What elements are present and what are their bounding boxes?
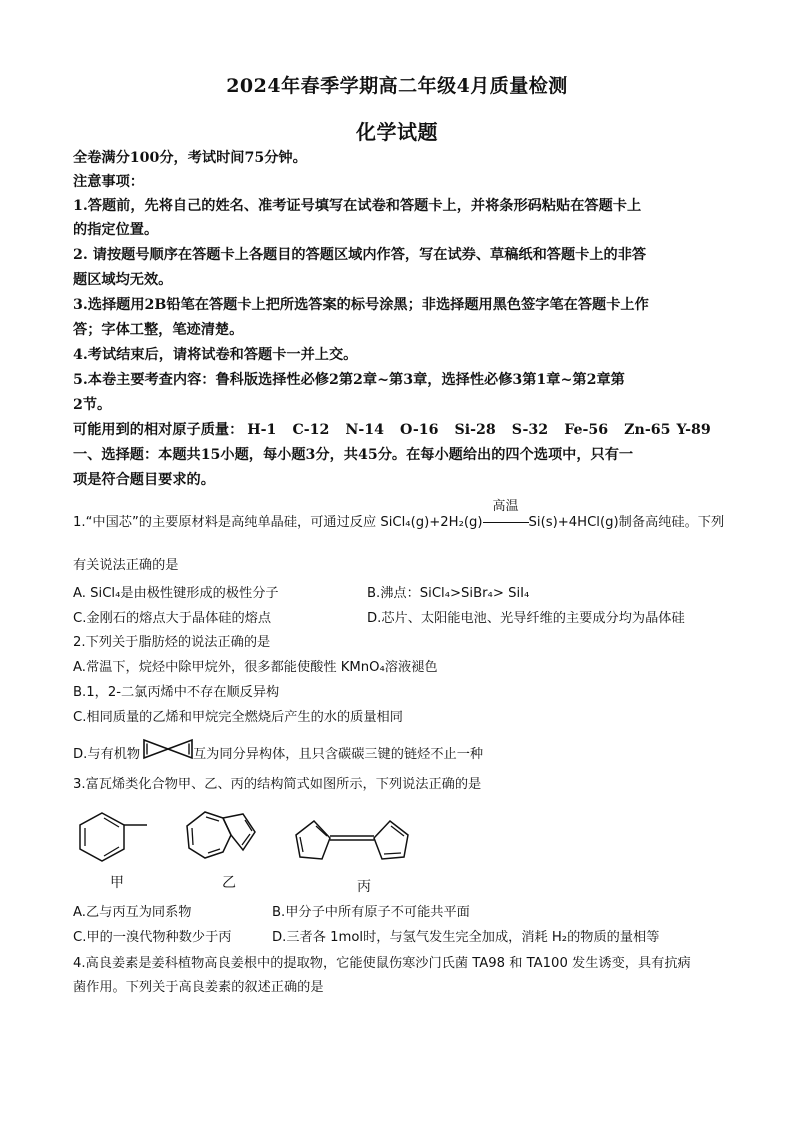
- question-4-stem-continued: 菌作用。下列关于高良姜素的叙述正确的是: [73, 980, 324, 995]
- q2-option-d-prefix: D.与有机物: [73, 747, 141, 762]
- q1-option-a: A. SiCl₄是由极性键形成的极性分子: [73, 586, 279, 601]
- atomic-mass-o: O-16: [399, 422, 439, 438]
- atomic-mass-si: Si-28: [454, 422, 496, 438]
- score-line: 全卷满分100分，考试时间75分钟。: [73, 150, 307, 166]
- note-4: 4.考试结束后，请将试卷和答题卡一并上交。: [73, 347, 358, 363]
- note-1b: 的指定位置。: [73, 222, 159, 238]
- q1-stem-part-b: Si(s)+4HCl(g)制备高纯硅。下列: [528, 515, 725, 530]
- atomic-mass-line: [73, 420, 723, 440]
- condition-label: 高温: [492, 499, 519, 514]
- notice-heading: 注意事项：: [73, 174, 144, 190]
- note-2a: 2. 请按题号顺序在答题卡上各题目的答题区域内作答，写在试券、草稿纸和答题卡上的非答: [73, 247, 647, 263]
- atomic-mass-label: 可能用到的相对原子质量：: [73, 422, 244, 438]
- reaction-condition: [483, 499, 529, 533]
- question-4-stem: 4.高良姜素是姜科植物高良姜根中的提取物，它能使鼠伤寒沙门氏菌 TA98 和 TA100 发生诱变，具有抗病: [73, 956, 691, 971]
- azulene-structure: [181, 808, 271, 866]
- question-1-stem-continued: 有关说法正确的是: [73, 558, 179, 573]
- q2-option-b: B.1，2-二氯丙烯中不存在顺反异构: [73, 685, 280, 700]
- atomic-mass-c: C-12: [292, 422, 330, 438]
- q3-option-b: B.甲分子中所有原子不可能共平面: [272, 905, 470, 920]
- q2-option-d-suffix: 互为同分异构体，且只含碳碳三键的链烃不止一种: [193, 747, 484, 762]
- section-heading-2: 项是符合题目要求的。: [73, 472, 215, 488]
- section-heading-1: 一、选择题：本题共15小题，每小题3分，共45分。在每小题给出的四个选项中，只有一: [73, 447, 634, 463]
- q3-option-a: A.乙与丙互为同系物: [73, 905, 192, 920]
- atomic-mass-s: S-32: [511, 422, 549, 438]
- fulvalene-structure: [294, 810, 414, 866]
- q1-option-d: D.芯片、太阳能电池、光导纤维的主要成分均为晶体硅: [367, 611, 685, 626]
- exam-title: 2024年春季学期高二年级4月质量检测: [226, 75, 568, 97]
- atomic-mass-n: N-14: [345, 422, 384, 438]
- note-5a: 5.本卷主要考查内容：鲁科版选择性必修2第2章~第3章，选择性必修3第1章~第2章第: [73, 372, 625, 388]
- q1-option-c: C.金刚石的熔点大于晶体硅的熔点: [73, 611, 272, 626]
- note-5b: 2节。: [73, 397, 112, 413]
- note-3b: 答；字体工整，笔迹清楚。: [73, 322, 244, 338]
- toluene-structure: [75, 810, 155, 864]
- q2-option-a: A.常温下，烷烃中除甲烷外，很多都能使酸性 KMnO₄溶液褪色: [73, 660, 438, 675]
- atomic-mass-zn: Zn-65: [624, 422, 671, 438]
- question-1-stem: [73, 499, 725, 533]
- label-yi: 乙: [222, 875, 236, 891]
- atomic-mass-y: Y-89: [676, 422, 711, 438]
- q1-option-b: B.沸点：SiCl₄>SiBr₄> SiI₄: [367, 586, 530, 601]
- q3-option-c: C.甲的一溴代物种数少于丙: [73, 930, 232, 945]
- subject-title: 化学试题: [356, 120, 438, 144]
- question-2-stem: 2.下列关于脂肪烃的说法正确的是: [73, 635, 271, 650]
- atomic-mass-h: H-1: [247, 422, 277, 438]
- label-jia: 甲: [110, 875, 124, 891]
- note-3a: 3.选择题用2B铅笔在答题卡上把所选答案的标号涂黑；非选择题用黑色签字笔在答题卡上作: [73, 297, 649, 313]
- q1-stem-part-a: 1.“中国芯”的主要原材料是高纯单晶硅，可通过反应 SiCl₄(g)+2H₂(g): [73, 515, 483, 530]
- label-bing: 丙: [357, 879, 371, 895]
- reaction-equals-sign: [483, 522, 529, 523]
- question-3-stem: 3.富瓦烯类化合物甲、乙、丙的结构简式如图所示，下列说法正确的是: [73, 777, 482, 792]
- note-1a: 1.答题前，先将自己的姓名、准考证号填写在试卷和答题卡上，并将条形码粘贴在答题卡上: [73, 198, 642, 214]
- atomic-mass-fe: Fe-56: [564, 422, 609, 438]
- note-2b: 题区域均无效。: [73, 272, 173, 288]
- q3-option-d: D.三者各 1mol时，与氢气发生完全加成，消耗 H₂的物质的量相等: [272, 930, 660, 945]
- bicyclobutene-structure: [142, 736, 194, 762]
- q2-option-c: C.相同质量的乙烯和甲烷完全燃烧后产生的水的质量相同: [73, 710, 403, 725]
